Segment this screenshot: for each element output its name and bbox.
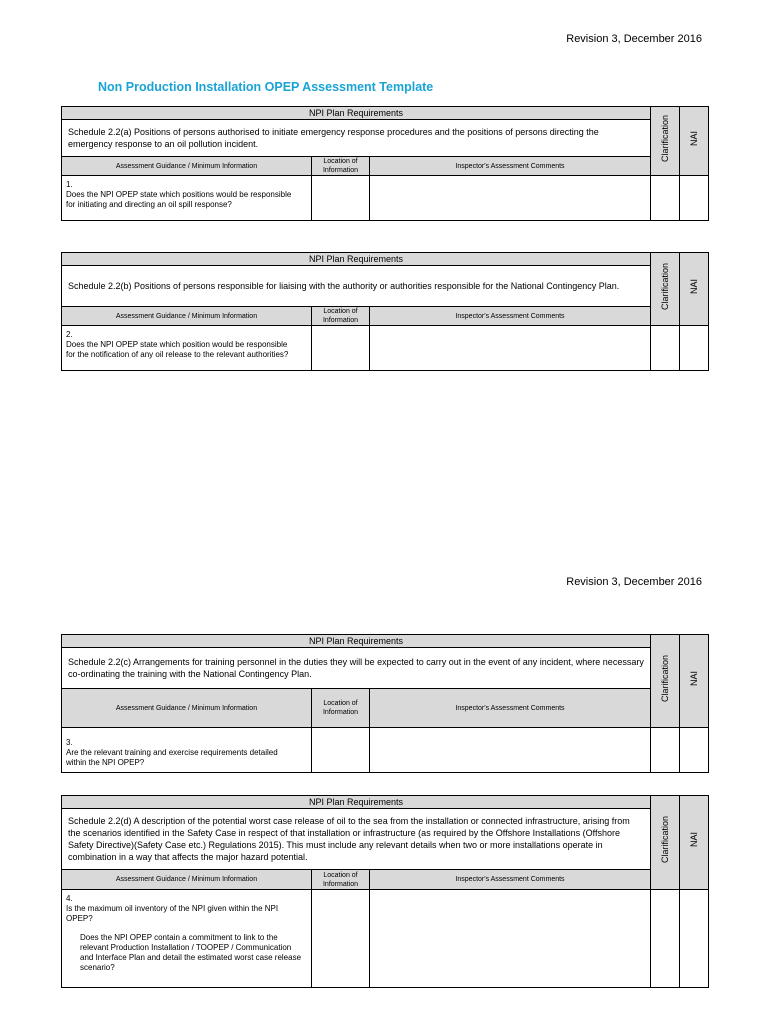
clarification-input-cell[interactable] — [651, 326, 680, 371]
location-input-cell[interactable] — [312, 728, 370, 773]
comments-input-cell[interactable] — [370, 890, 651, 988]
clarification-input-cell[interactable] — [651, 728, 680, 773]
guidance-column-header: Assessment Guidance / Minimum Information — [62, 689, 312, 728]
comments-input-cell[interactable] — [370, 326, 651, 371]
requirements-header: NPI Plan Requirements — [62, 253, 651, 266]
location-column-header: Location of Information — [312, 870, 370, 890]
schedule-text: Schedule 2.2(c) Arrangements for training personnel in the duties they will be expected to carry out in the event of any incident, where necessary co-ordinating the training with the National Contingency Plan. — [62, 648, 651, 689]
schedule-text: Schedule 2.2(b) Positions of persons responsible for liaising with the authority or authorities responsible for the National Contingency Plan. — [62, 266, 651, 307]
assessment-table-2 — [61, 252, 709, 371]
requirements-header: NPI Plan Requirements — [62, 107, 651, 120]
clarification-input-cell[interactable] — [651, 176, 680, 221]
question-followup: Does the NPI OPEP contain a commitment to link to the relevant Production Installation / TOOPEP / Communication and Interface Plan and detail the estimated worst case release scenario? — [80, 933, 302, 972]
question-cell: 2.Does the NPI OPEP state which position would be responsible for the notification of any oil release to the relevant authorities? — [62, 326, 312, 371]
clarification-header: Clarification — [651, 635, 680, 728]
location-column-header: Location of Information — [312, 307, 370, 326]
revision-label-page-2: Revision 3, December 2016 — [566, 576, 702, 588]
requirements-header: NPI Plan Requirements — [62, 796, 651, 809]
question-cell: 4.Is the maximum oil inventory of the NPI given within the NPI OPEP? Does the NPI OPEP contain a commitment to link to the relevant Production Installation / TOOPEP / Communication and Interface Plan and detail the estimated worst case release scenario? — [62, 890, 312, 988]
location-column-header: Location of Information — [312, 689, 370, 728]
comments-input-cell[interactable] — [370, 176, 651, 221]
clarification-header: Clarification — [651, 796, 680, 890]
nai-input-cell[interactable] — [680, 326, 709, 371]
nai-input-cell[interactable] — [680, 176, 709, 221]
nai-header: NAI — [680, 253, 709, 326]
nai-header: NAI — [680, 107, 709, 176]
assessment-table-1 — [61, 106, 709, 221]
clarification-input-cell[interactable] — [651, 890, 680, 988]
schedule-text: Schedule 2.2(a) Positions of persons authorised to initiate emergency response procedures and the positions of persons directing the emergency response to an oil pollution incident. — [62, 120, 651, 157]
requirements-header: NPI Plan Requirements — [62, 635, 651, 648]
guidance-column-header: Assessment Guidance / Minimum Information — [62, 307, 312, 326]
location-column-header: Location of Information — [312, 157, 370, 176]
page-title: Non Production Installation OPEP Assessment Template — [98, 80, 434, 94]
assessment-table-3 — [61, 634, 709, 773]
question-cell: 1.Does the NPI OPEP state which positions would be responsible for initiating and directing an oil spill response? — [62, 176, 312, 221]
comments-input-cell[interactable] — [370, 728, 651, 773]
location-input-cell[interactable] — [312, 326, 370, 371]
clarification-header: Clarification — [651, 253, 680, 326]
schedule-text: Schedule 2.2(d) A description of the potential worst case release of oil to the sea from the installation or connected infrastructure, arising from the scenarios identified in the Safety Case in respect of that installation or infrastructure (as required by the Offshore Installations (Offshore Safety Directive)(Safety Case etc.) Regulations 2015). This must include any relevant details when two or more installations operate in combination in a way that affects the major hazard potential. — [62, 809, 651, 870]
location-input-cell[interactable] — [312, 890, 370, 988]
comments-column-header: Inspector's Assessment Comments — [370, 157, 651, 176]
nai-input-cell[interactable] — [680, 728, 709, 773]
nai-header: NAI — [680, 796, 709, 890]
comments-column-header: Inspector's Assessment Comments — [370, 870, 651, 890]
comments-column-header: Inspector's Assessment Comments — [370, 689, 651, 728]
nai-input-cell[interactable] — [680, 890, 709, 988]
clarification-header: Clarification — [651, 107, 680, 176]
location-input-cell[interactable] — [312, 176, 370, 221]
revision-label: Revision 3, December 2016 — [566, 33, 702, 45]
nai-header: NAI — [680, 635, 709, 728]
guidance-column-header: Assessment Guidance / Minimum Information — [62, 870, 312, 890]
guidance-column-header: Assessment Guidance / Minimum Information — [62, 157, 312, 176]
assessment-table-4 — [61, 795, 709, 988]
question-cell: 3.Are the relevant training and exercise requirements detailed within the NPI OPEP? — [62, 728, 312, 773]
comments-column-header: Inspector's Assessment Comments — [370, 307, 651, 326]
